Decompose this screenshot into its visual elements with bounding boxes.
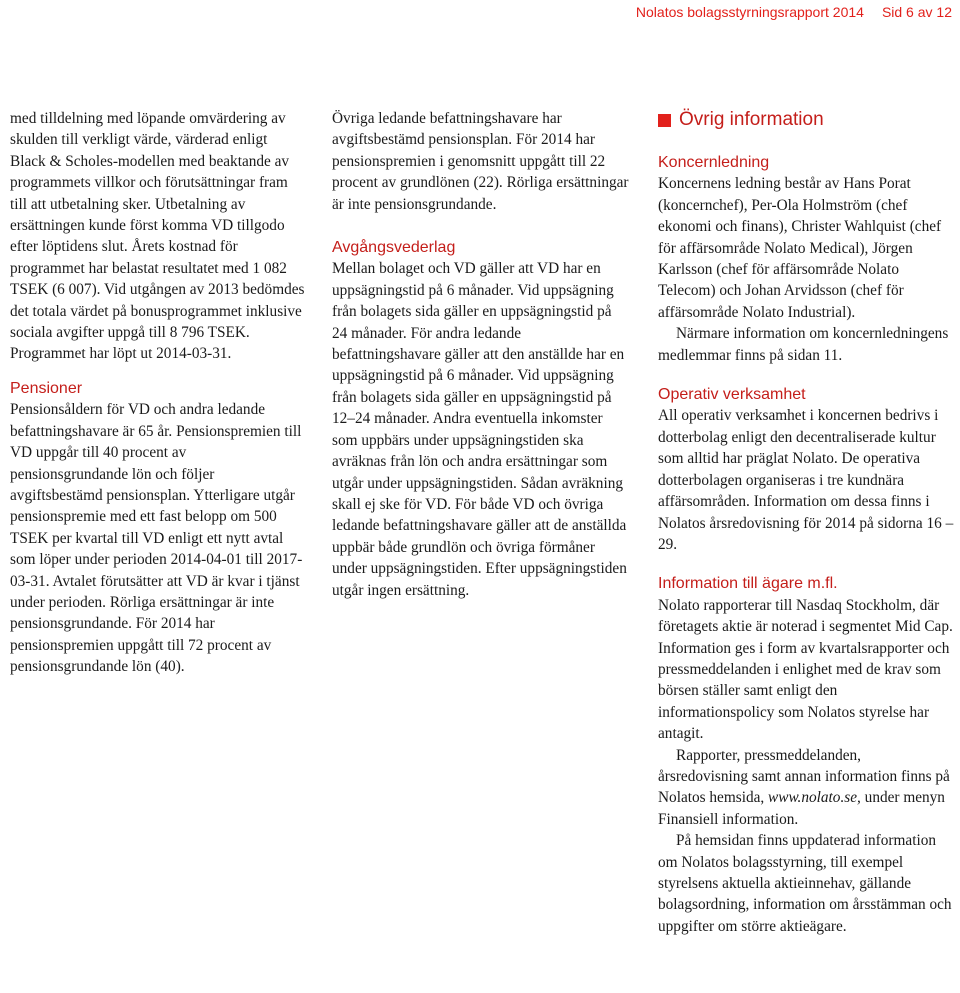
bonus-program-paragraph: med tilldelning med löpande omvärdering av skulden till verkligt värde, värderad enligt Black & Scholes-modellen med beaktande av programmets villkor och förutsättningar fram till att utbetalning sker. Utbetalning av ersättningen kunde först komma VD tillgodo efter löptidens slut. Årets kostnad för programmet har belastat resultatet med 1 082 TSEK (6 007). Vid utgången av 2013 bedömdes det totala värdet på bonusprogrammet inklusive sociala avgifter uppgå till 8 796 TSEK. Programmet har löpt ut 2014-03-31. — [10, 110, 305, 363]
website-text-before: Rapporter, pressmeddelanden, årsredovisning samt annan information finns på Nolatos hemsida, — [658, 746, 950, 807]
management-heading: Koncernledning — [658, 154, 770, 171]
pension-heading: Pensioner — [10, 379, 83, 397]
owners-info-heading: Information till ägare m.fl. — [658, 575, 838, 593]
section-marker-icon — [658, 114, 671, 127]
column-middle — [332, 108, 630, 601]
section-title-text: Övrig information — [679, 109, 824, 130]
governance-info-paragraph: På hemsidan finns uppdaterad information om Nolatos bolagsstyrning, till exempel styrelsens aktuella aktieinnehav, gällande bolagsordning, information om årsstämman och uppgifter om större aktieägare. — [658, 832, 952, 935]
severance-heading: Avgångsvederlag — [332, 239, 456, 257]
column-left — [10, 108, 305, 678]
management-reference-paragraph: Närmare information om koncernledningens medlemmar finns på sidan 11. — [658, 325, 949, 364]
section-title — [658, 108, 954, 132]
website-text-after: under menyn Finansiell information. — [658, 789, 945, 828]
page-number: Sid 6 av 12 — [881, 4, 952, 20]
running-header — [636, 4, 952, 20]
operations-paragraph: All operativ verksamhet i koncernen bedrivs i dotterbolag enligt den decentraliserade kultur som alltid har präglat Nolato. De operativa dotterbolagen organiseras i tre kundnära affärsområden. Information om dessa finns i Nolatos årsredovisning för 2014 på sidorna 16 – 29. — [658, 407, 954, 553]
website-link[interactable]: www.nolato.se, — [768, 789, 861, 807]
other-executives-pension-paragraph: Övriga ledande befattningshavare har avgiftsbestämd pensionsplan. För 2014 har pensionspremien i genomsnitt uppgått till 22 procent av grundlönen (22). Rörliga ersättningar är inte pensionsgrundande. — [332, 110, 629, 213]
website-paragraph — [658, 745, 954, 831]
column-right — [658, 108, 954, 937]
report-title: Nolatos bolagsstyrningsrapport 2014 — [635, 4, 864, 20]
severance-paragraph: Mellan bolaget och VD gäller att VD har en uppsägningstid på 6 månader. Vid uppsägning från bolagets sida gäller en uppsägningstid på 24 månader. För andra ledande befattningshavare gäller att den anställde har en uppsägningstid på 6 månader. Vid uppsägning från bolagets sida gäller en uppsägningstid på 12–24 månader. Andra eventuella inkomster som uppbärs under uppsägningstiden ska avräknas från lön och andra ersättningar som utgår under uppsägningstiden. Sådan avräkning skall ej ske för VD. För både VD och övriga ledande befattningshavare gäller att de anställda uppbär både grundlön och övriga förmåner under uppsägningstiden. Efter uppsägningstiden utgår ingen ersättning. — [332, 260, 627, 599]
operations-heading: Operativ verksamhet — [658, 386, 806, 404]
management-paragraph: Koncernens ledning består av Hans Porat (koncernchef), Per-Ola Holmström (chef ekonomi och finans), Christer Wahlquist (chef för affärsområde Nolato Medical), Jörgen Karlsson (chef för affärsområde Nolato Telecom) och Johan Arvidsson (chef för affärsområde Nolato Industrial). — [658, 175, 942, 321]
pension-paragraph: Pensionsåldern för VD och andra ledande befattningshavare är 65 år. Pensionspremien till VD uppgår till 40 procent av pensionsgrundande lön och följer avgiftsbestämd pensionsplan. Ytterligare utgår pensionspremie med ett fast belopp om 500 TSEK per kvartal till VD enligt ett nytt avtal som löper under perioden 2014-04-01 till 2017-03-31. Avtalet förutsätter att VD är kvar i tjänst under perioden. Rörliga ersättningar är inte pensionsgrundande. För 2014 har pensionspremien uppgått till 72 procent av pensionsgrundande lön (40). — [10, 401, 303, 676]
owners-info-paragraph: Nolato rapporterar till Nasdaq Stockholm, där företagets aktie är noterad i segmentet Mid Cap. Information ges i form av kvartalsrapporter och pressmeddelanden i enlighet med de krav som börsen ställer samt enligt den informationspolicy som Nolatos styrelse har antagit. — [658, 596, 953, 743]
